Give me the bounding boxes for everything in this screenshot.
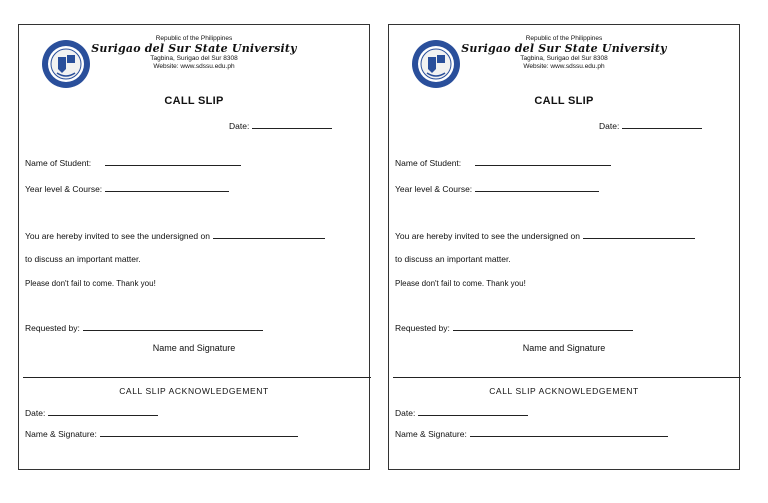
republic-text: Republic of the Philippines: [155, 35, 233, 42]
course-field[interactable]: [25, 183, 229, 194]
ack-date-label: Date:: [395, 408, 416, 418]
discuss-text: to discuss an important matter.: [395, 254, 511, 264]
ack-name-label: Name & Signature:: [25, 429, 97, 439]
ack-name-field[interactable]: [395, 428, 668, 439]
student-name-field[interactable]: [395, 157, 611, 168]
invite-line[interactable]: [25, 230, 325, 241]
ack-title: CALL SLIP ACKNOWLEDGEMENT: [119, 386, 269, 396]
divider-line: [393, 377, 741, 378]
address-text: Tagbina, Surigao del Sur 8308: [520, 55, 608, 62]
course-blank[interactable]: [475, 183, 599, 192]
please-text: Please don't fail to come. Thank you!: [25, 279, 156, 288]
please-text: Please don't fail to come. Thank you!: [395, 279, 526, 288]
date-label: Date:: [599, 121, 620, 131]
ack-date-blank[interactable]: [48, 407, 158, 416]
ack-title: CALL SLIP ACKNOWLEDGEMENT: [489, 386, 639, 396]
date-label: Date:: [229, 121, 250, 131]
student-label: Name of Student:: [395, 158, 462, 168]
name-signature-caption: Name and Signature: [522, 343, 606, 353]
divider-line: [23, 377, 371, 378]
course-label: Year level & Course:: [25, 184, 103, 194]
discuss-text: to discuss an important matter.: [25, 254, 141, 264]
ack-date-blank[interactable]: [418, 407, 528, 416]
course-label: Year level & Course:: [395, 184, 473, 194]
call-slip-left: [18, 24, 370, 470]
ack-date-label: Date:: [25, 408, 46, 418]
student-name-blank[interactable]: [475, 157, 611, 166]
invite-text: You are hereby invited to see the undersigned on: [395, 231, 580, 241]
requested-blank[interactable]: [453, 322, 633, 331]
letterhead: [389, 35, 739, 70]
invite-date-blank[interactable]: [213, 230, 325, 239]
form-title: CALL SLIP: [164, 95, 224, 107]
requested-by-field[interactable]: [25, 322, 263, 333]
student-label: Name of Student:: [25, 158, 92, 168]
university-name: Surigao del Sur State University: [461, 42, 667, 55]
website-text: Website: www.sdssu.edu.ph: [523, 62, 605, 70]
ack-name-label: Name & Signature:: [395, 429, 467, 439]
form-title: CALL SLIP: [534, 95, 594, 107]
date-blank[interactable]: [622, 120, 702, 129]
ack-date-field[interactable]: [395, 407, 528, 418]
call-slip-right: [388, 24, 740, 470]
name-signature-caption: Name and Signature: [152, 343, 236, 353]
requested-label: Requested by:: [25, 323, 80, 333]
date-blank[interactable]: [252, 120, 332, 129]
ack-name-field[interactable]: [25, 428, 298, 439]
requested-blank[interactable]: [83, 322, 263, 331]
student-name-field[interactable]: [25, 157, 241, 168]
requested-label: Requested by:: [395, 323, 450, 333]
ack-name-blank[interactable]: [470, 428, 668, 437]
date-field[interactable]: [599, 120, 702, 131]
university-name: Surigao del Sur State University: [91, 42, 297, 55]
republic-text: Republic of the Philippines: [525, 35, 603, 42]
website-text: Website: www.sdssu.edu.ph: [153, 62, 235, 70]
course-blank[interactable]: [105, 183, 229, 192]
invite-date-blank[interactable]: [583, 230, 695, 239]
letterhead: [19, 35, 369, 70]
student-name-blank[interactable]: [105, 157, 241, 166]
invite-line[interactable]: [395, 230, 695, 241]
course-field[interactable]: [395, 183, 599, 194]
address-text: Tagbina, Surigao del Sur 8308: [150, 55, 238, 62]
requested-by-field[interactable]: [395, 322, 633, 333]
ack-name-blank[interactable]: [100, 428, 298, 437]
date-field[interactable]: [229, 120, 332, 131]
ack-date-field[interactable]: [25, 407, 158, 418]
invite-text: You are hereby invited to see the undersigned on: [25, 231, 210, 241]
